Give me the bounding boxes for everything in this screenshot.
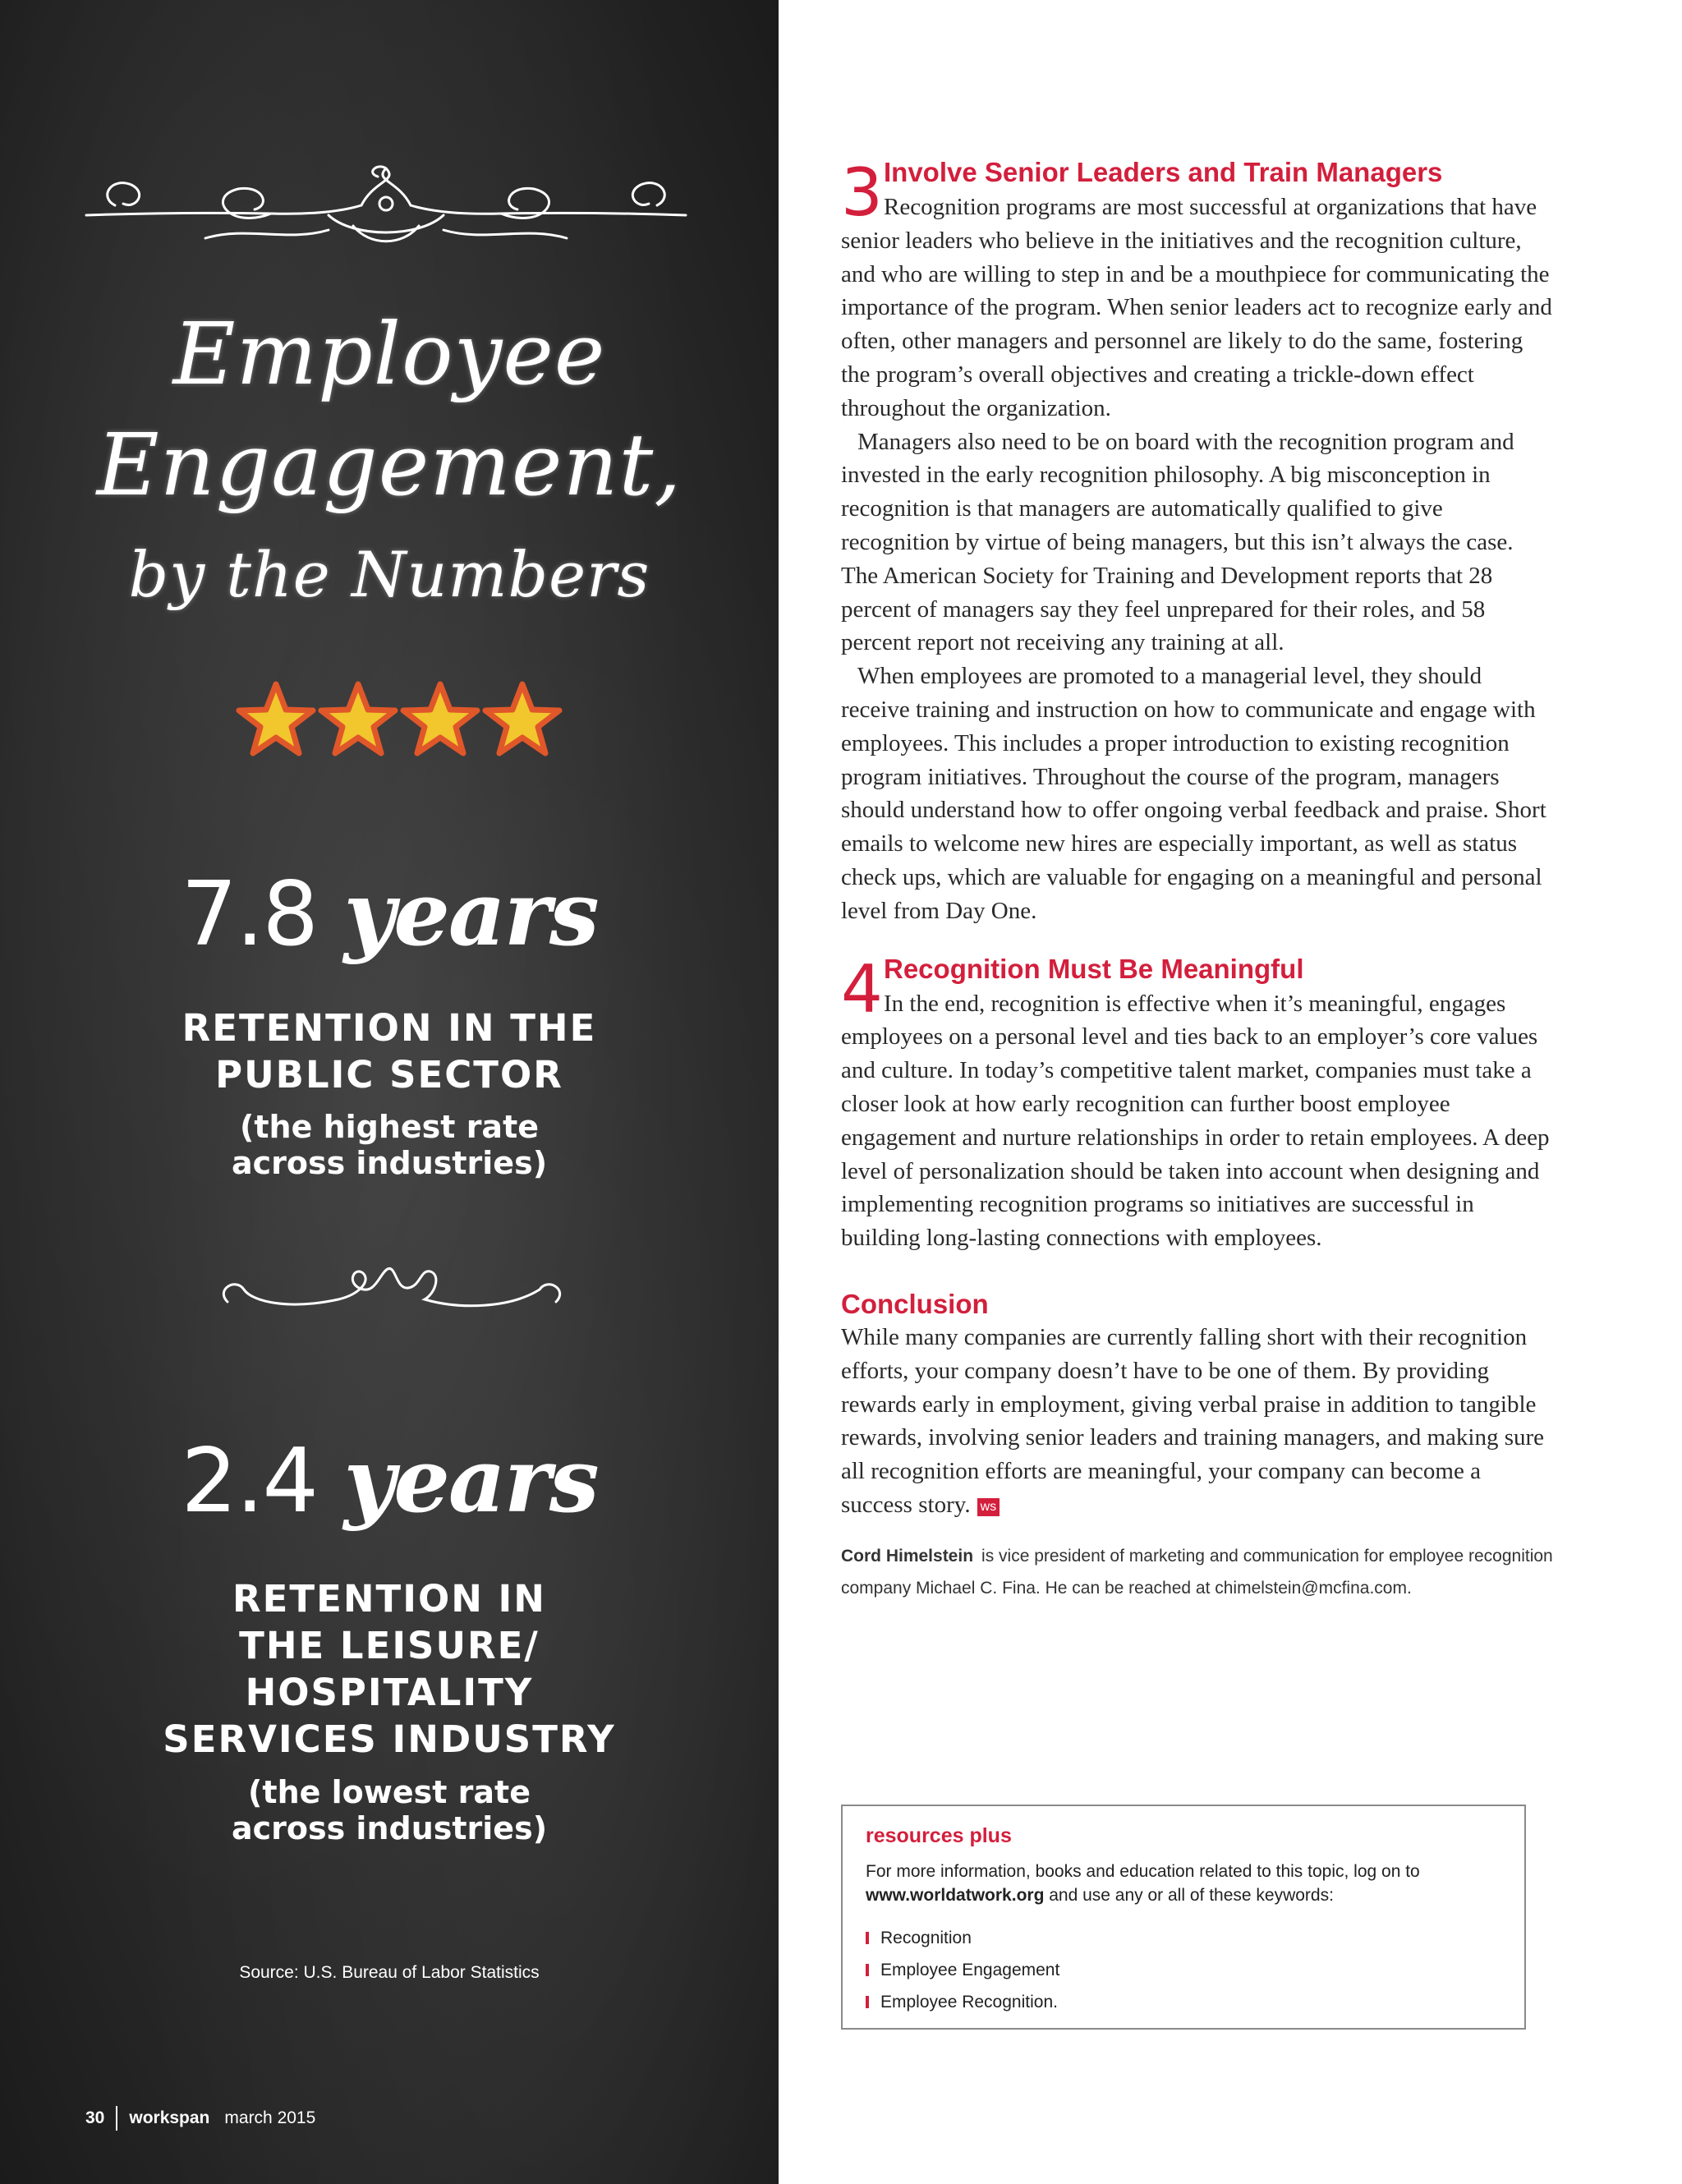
stat2-note-line-2: across industries) — [231, 1810, 548, 1846]
author-name: Cord Himelstein — [841, 1546, 974, 1566]
stat1-note-line-2: across industries) — [231, 1145, 548, 1181]
resources-description — [866, 1860, 1501, 1907]
stat2-caption-line-2: THE LEISURE/ — [239, 1624, 540, 1667]
chalkboard-panel — [0, 0, 779, 2184]
bullet-icon — [866, 1964, 869, 1976]
resources-desc-text: For more information, books and education related to this topic, log on to — [866, 1862, 1420, 1881]
list-item — [866, 1986, 1501, 2018]
article-column — [841, 156, 1556, 1604]
stat1-number: 7.8 — [181, 863, 318, 966]
stat2-caption-line-1: RETENTION IN — [232, 1577, 546, 1621]
stat1-note-line-1: (the highest rate — [239, 1109, 540, 1145]
resources-keyword-list — [866, 1922, 1501, 2018]
section-4-heading: Recognition Must Be Meaningful — [884, 953, 1304, 984]
keyword-text: Employee Recognition. — [880, 1993, 1058, 2012]
section-3-paragraph-3: When employees are promoted to a managerial level, they should receive training and instruction on how to communicate and engage with employees. This includes a proper introduction to existing recognition program initiatives. Throughout the course of the program, managers should understand how to offer ongoing verbal feedback and praise. Short emails to welcome new hires are especially important, as well as status check ups, which are valuable for engaging on a meaningful and personal level from Day One. — [841, 663, 1546, 924]
stat1-figure — [0, 862, 779, 966]
stat2-note-line-1: (the lowest rate — [248, 1774, 531, 1810]
section-3-paragraph-1: Recognition programs are most successful at organizations that have senior leaders who believe in the initiatives and the recognition culture, and who are willing to step in and be a mouthpiece for communicating the importance of the program. When senior leaders act to recognize early and often, other managers and personnel are likely to do the same, fostering the program’s overall objectives and creating a trickle-down effect throughout the organization. — [841, 194, 1552, 421]
stat2-caption-line-4: SERVICES INDUSTRY — [163, 1717, 616, 1761]
star-icon — [239, 684, 313, 753]
source-credit: Source: U.S. Bureau of Labor Statistics — [239, 1963, 540, 1982]
stat1-caption-line-1: RETENTION IN THE — [182, 1006, 597, 1050]
issue-date: march 2015 — [224, 2108, 316, 2127]
page-footer — [85, 2106, 315, 2131]
section-4 — [841, 950, 1556, 1255]
list-item — [866, 1922, 1501, 1954]
resources-link[interactable]: www.worldatwork.org — [866, 1886, 1045, 1905]
section-3-paragraph-2: Managers also need to be on board with the recognition program and invested in the early recognition philosophy. A big misconception in recognition is that managers are automatically qualified to give recognition by virtue of being managers, but this isn’t always the case. The American Society for Training and Development reports that 28 percent of managers say they feel unprepared for their roles, and 58 percent report not receiving any training at all. — [841, 428, 1514, 656]
resources-title: resources plus — [866, 1824, 1012, 1847]
stat2-unit: years — [343, 1429, 598, 1533]
footer-divider — [116, 2106, 117, 2131]
keyword-text: Recognition — [880, 1929, 972, 1947]
section-4-number: 4 — [841, 950, 883, 1028]
conclusion-paragraph — [841, 1321, 1556, 1522]
stat2-figure — [0, 1429, 779, 1533]
magazine-name: workspan — [129, 2108, 210, 2127]
section-3 — [841, 156, 1556, 928]
star-icon — [403, 684, 477, 753]
star-icon — [485, 684, 559, 753]
stat2-number: 2.4 — [181, 1430, 318, 1533]
section-4-paragraph-1: In the end, recognition is effective when it’s meaningful, engages employees on a personal level and ties back to an employer’s core values and culture. In today’s competitive talent market, companies must take a closer look at how early recognition can further boost employee engagement and nurture relationships in order to retain employees. A deep level of personalization should be taken into account when designing and implementing recognition programs so initiatives are successful in building long-lasting connections with employees. — [841, 990, 1550, 1252]
conclusion-section — [841, 1288, 1556, 1522]
bullet-icon — [866, 1932, 869, 1944]
keyword-text: Employee Engagement — [880, 1961, 1060, 1979]
sidebar-title-line-2: Engagement, — [96, 415, 682, 515]
sidebar-title-line-3: by the Numbers — [128, 538, 650, 611]
divider-flourish-ornament — [215, 1257, 568, 1322]
section-3-number: 3 — [841, 154, 883, 231]
stat2-caption-line-3: HOSPITALITY — [245, 1671, 534, 1714]
end-of-article-mark: ws — [977, 1498, 1000, 1516]
author-bio-text: is vice president of marketing and communication for employee recognition company Michael C. Fina. He can be reached at chimelstein@mcfina.com. — [841, 1546, 1553, 1598]
resources-plus-box — [841, 1805, 1526, 2030]
stat1-unit: years — [343, 862, 598, 966]
section-3-heading: Involve Senior Leaders and Train Managers — [884, 157, 1443, 187]
page-number: 30 — [85, 2108, 105, 2127]
rating-stars — [235, 680, 563, 762]
bullet-icon — [866, 1996, 869, 2008]
sidebar-title-line-1: Employee — [172, 304, 606, 404]
star-icon — [321, 684, 395, 753]
conclusion-heading: Conclusion — [841, 1288, 989, 1319]
author-bio — [841, 1540, 1556, 1604]
list-item — [866, 1954, 1501, 1986]
stat1-caption-line-2: PUBLIC SECTOR — [215, 1053, 563, 1097]
resources-desc-tail: and use any or all of these keywords: — [1044, 1886, 1334, 1905]
top-flourish-ornament — [82, 164, 690, 255]
conclusion-text: While many companies are currently falling short with their recognition efforts, your company doesn’t have to be one of them. By providing rewards early in employment, giving verbal praise in addition to tangible rewards, involving senior leaders and training managers, and making sure all recognition efforts are meaningful, your company can become a success story. — [841, 1323, 1545, 1518]
